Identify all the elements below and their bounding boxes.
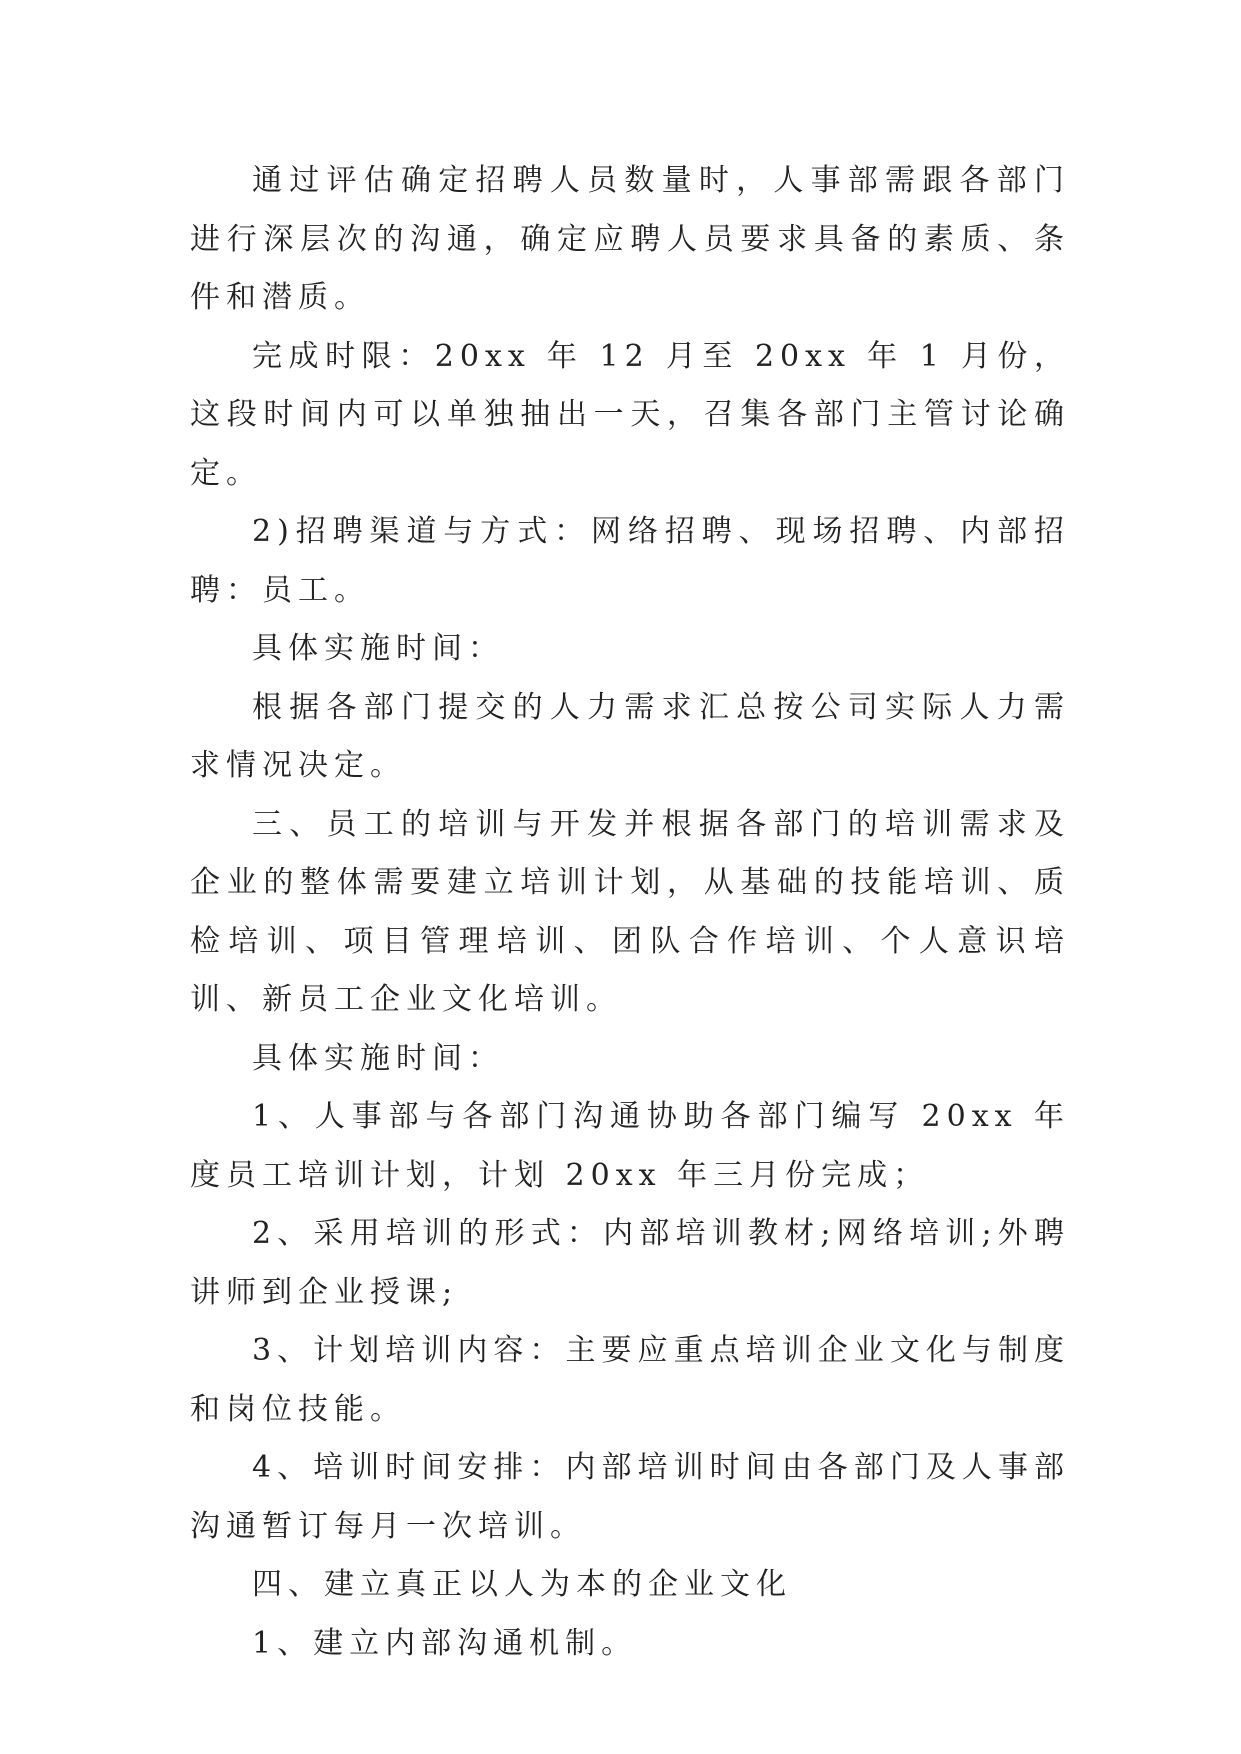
paragraph-section-three-training: 三、员工的培训与开发并根据各部门的培训需求及企业的整体需要建立培训计划，从基础的技能培训、质检培训、项目管理培训、团队合作培训、个人意识培训、新员工企业文化培训。: [190, 806, 1070, 1017]
paragraph-recruitment-channels: 2)招聘渠道与方式：网络招聘、现场招聘、内部招聘：员工。: [190, 514, 1070, 608]
paragraph-implementation-time-heading-2: 具体实施时间：: [252, 1040, 504, 1076]
paragraph-implementation-time-heading: 具体实施时间：: [252, 631, 504, 666]
document-body: [190, 152, 1070, 1673]
paragraph-manpower-demand: 根据各部门提交的人力需求汇总按公司实际人力需求情况决定。: [190, 689, 1070, 783]
paragraph-training-content: 3、计划培训内容：主要应重点培训企业文化与制度和岗位技能。: [190, 1333, 1070, 1427]
paragraph-communication-mechanism: 1、建立内部沟通机制。: [252, 1625, 638, 1661]
paragraph-recruitment-evaluation: 通过评估确定招聘人员数量时，人事部需跟各部门进行深层次的沟通，确定应聘人员要求具备的素质、条件和潜质。: [190, 163, 1070, 315]
paragraph-completion-deadline: 完成时限：20xx 年 12 月至 20xx 年 1 月份，这段时间内可以单独抽出一天，召集各部门主管讨论确定。: [190, 338, 1070, 491]
paragraph-section-four-culture: 四、建立真正以人为本的企业文化: [252, 1567, 792, 1602]
paragraph-training-schedule: 4、培训时间安排：内部培训时间由各部门及人事部沟通暂订每月一次培训。: [190, 1450, 1070, 1544]
paragraph-training-forms: 2、采用培训的形式：内部培训教材;网络培训;外聘讲师到企业授课;: [190, 1216, 1070, 1310]
paragraph-training-plan: 1、人事部与各部门沟通协助各部门编写 20xx 年度员工培训计划，计划 20xx 年三月份完成；: [190, 1099, 1070, 1193]
